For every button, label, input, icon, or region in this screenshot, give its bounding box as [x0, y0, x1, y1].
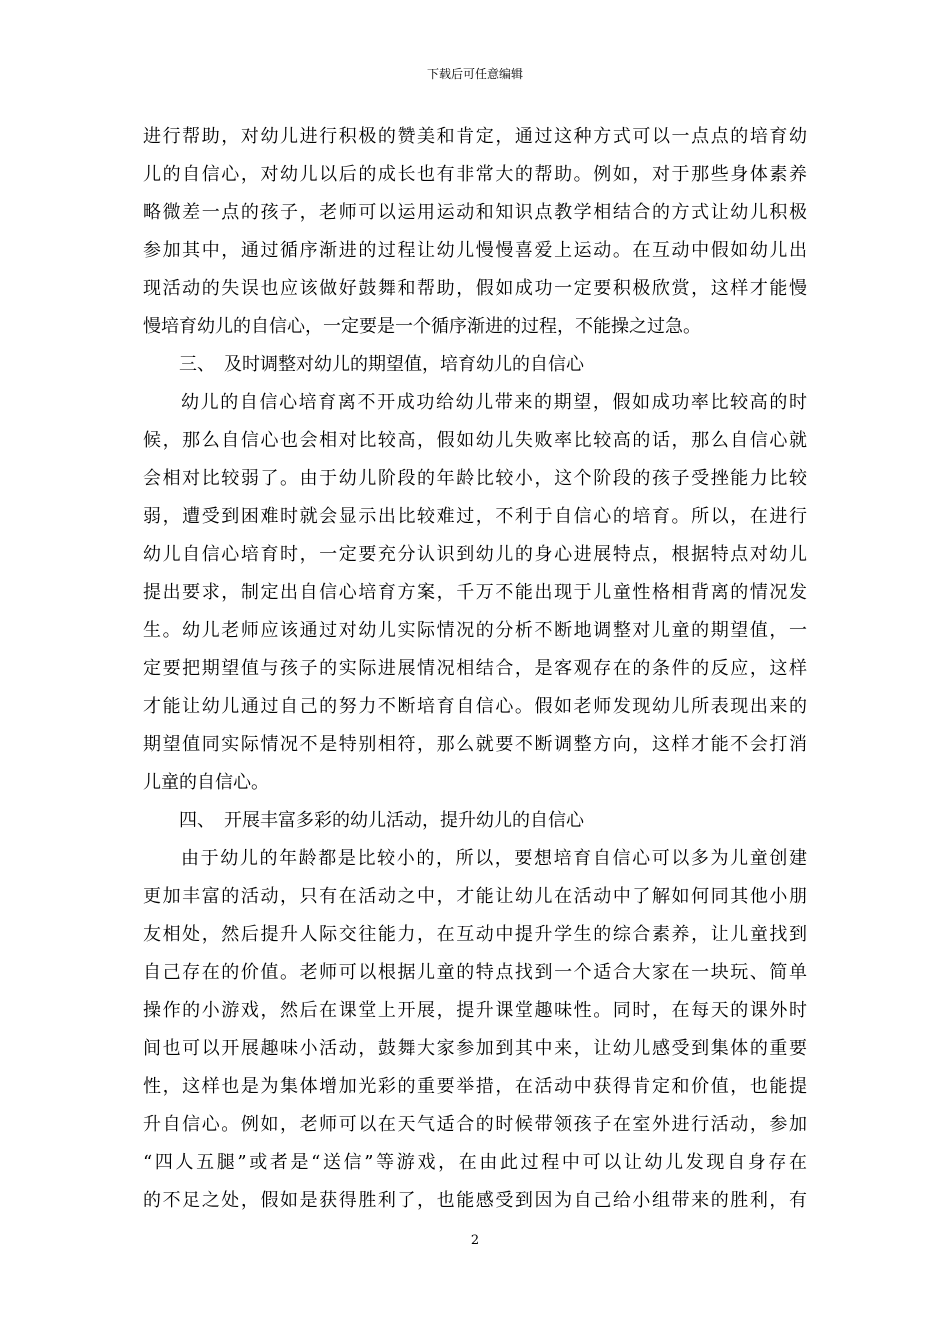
body-line: 会相对比较弱了。由于幼儿阶段的年龄比较小，这个阶段的孩子受挫能力比较 — [143, 468, 807, 489]
body-line: 参加其中，通过循序渐进的过程让幼儿慢慢喜爱上运动。在互动中假如幼儿出 — [143, 240, 807, 261]
body-line: 友相处，然后提升人际交往能力，在互动中提升学生的综合素养，让儿童找到 — [143, 924, 807, 945]
paragraph-first-line: 由于幼儿的年龄都是比较小的，所以，要想培育自信心可以多为儿童创建 — [181, 848, 807, 869]
body-line: 更加丰富的活动，只有在活动之中，才能让幼儿在活动中了解如何同其他小朋 — [143, 886, 807, 907]
paragraph-first-line: 幼儿的自信心培育离不开成功给幼儿带来的期望，假如成功率比较高的时 — [181, 392, 807, 413]
body-line: 进行帮助，对幼儿进行积极的赞美和肯定，通过这种方式可以一点点的培育幼 — [143, 126, 807, 147]
body-line: 自己存在的价值。老师可以根据儿童的特点找到一个适合大家在一块玩、简单 — [143, 962, 807, 983]
body-line: 现活动的失误也应该做好鼓舞和帮助，假如成功一定要积极欣赏，这样才能慢 — [143, 278, 807, 299]
body-line: 才能让幼儿通过自己的努力不断培育自信心。假如老师发现幼儿所表现出来的 — [143, 696, 807, 717]
body-line: 升自信心。例如，老师可以在天气适合的时候带领孩子在室外进行活动，参加 — [143, 1114, 807, 1135]
body-line: 弱，遭受到困难时就会显示出比较难过，不利于自信心的培育。所以，在进行 — [143, 506, 807, 527]
body-line: 儿的自信心，对幼儿以后的成长也有非常大的帮助。例如，对于那些身体素养 — [143, 164, 807, 185]
section-heading-4: 四、 开展丰富多彩的幼儿活动，提升幼儿的自信心 — [179, 810, 584, 831]
body-line: 操作的小游戏，然后在课堂上开展，提升课堂趣味性。同时，在每天的课外时 — [143, 1000, 807, 1021]
body-line: 间也可以开展趣味小活动，鼓舞大家参加到其中来，让幼儿感受到集体的重要 — [143, 1038, 807, 1059]
body-line: 略微差一点的孩子，老师可以运用运动和知识点教学相结合的方式让幼儿积极 — [143, 202, 807, 223]
document-body — [143, 118, 807, 1220]
body-line: 的不足之处，假如是获得胜利了，也能感受到因为自己给小组带来的胜利，有 — [143, 1190, 807, 1211]
body-line: 性，这样也是为集体增加光彩的重要举措，在活动中获得肯定和价值，也能提 — [143, 1076, 807, 1097]
body-line: 候，那么自信心也会相对比较高，假如幼儿失败率比较高的话，那么自信心就 — [143, 430, 807, 451]
page-header: 下载后可任意编辑 — [426, 67, 523, 81]
body-line: 幼儿自信心培育时，一定要充分认识到幼儿的身心进展特点，根据特点对幼儿 — [143, 544, 807, 565]
body-line: 定要把期望值与孩子的实际进展情况相结合，是客观存在的条件的反应，这样 — [143, 658, 807, 679]
body-line: 提出要求，制定出自信心培育方案，千万不能出现于儿童性格相背离的情况发 — [143, 582, 807, 603]
body-line: “四人五腿”或者是“送信”等游戏，在由此过程中可以让幼儿发现自身存在 — [143, 1152, 807, 1173]
body-line: 慢培育幼儿的自信心，一定要是一个循序渐进的过程，不能操之过急。 — [143, 316, 701, 337]
body-line: 儿童的自信心。 — [143, 772, 269, 793]
body-line: 期望值同实际情况不是特别相符，那么就要不断调整方向，这样才能不会打消 — [143, 734, 807, 755]
section-heading-3: 三、 及时调整对幼儿的期望值，培育幼儿的自信心 — [179, 354, 584, 375]
body-line: 生。幼儿老师应该通过对幼儿实际情况的分析不断地调整对儿童的期望值，一 — [143, 620, 807, 641]
page-number: 2 — [470, 1233, 480, 1248]
